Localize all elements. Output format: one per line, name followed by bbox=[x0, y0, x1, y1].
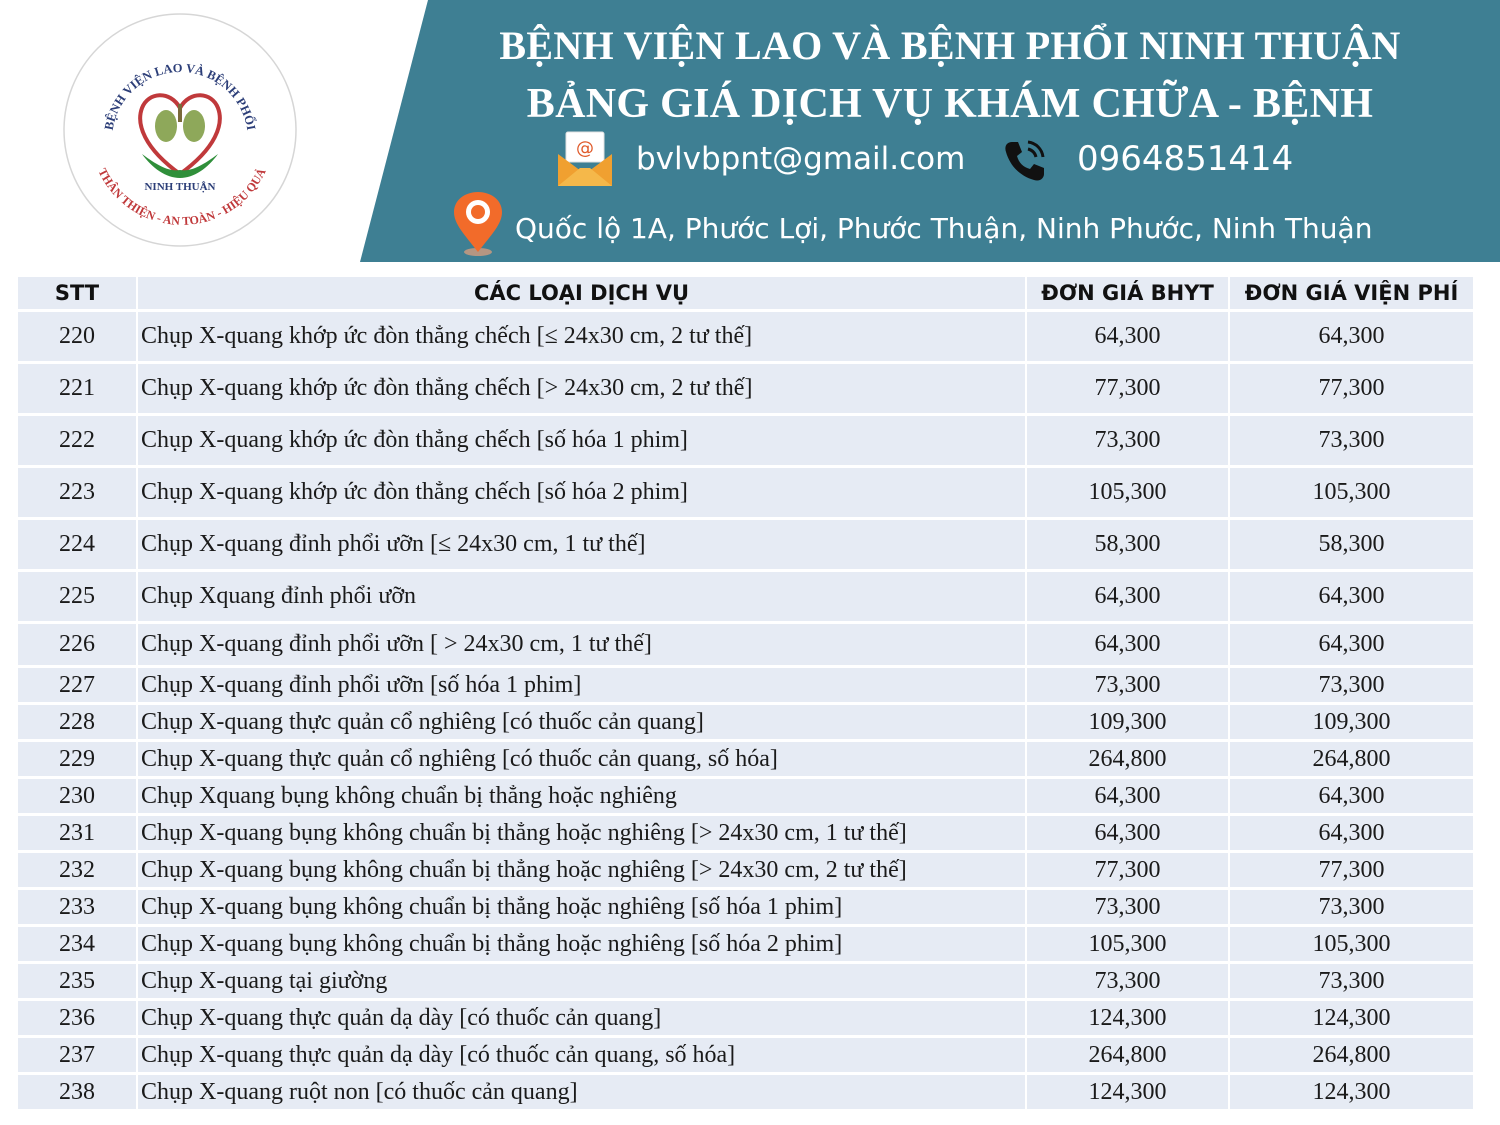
row-service-name: Chụp X-quang ruột non [có thuốc cản quang] bbox=[138, 1075, 1025, 1109]
hospital-address: Quốc lộ 1A, Phước Lợi, Phước Thuận, Ninh Phước, Ninh Thuận bbox=[515, 212, 1373, 245]
row-bhyt-price: 64,300 bbox=[1027, 312, 1228, 361]
row-service-name: Chụp X-quang khớp ức đòn thẳng chếch [≤ 24x30 cm, 2 tư thế] bbox=[138, 312, 1025, 361]
row-service-name: Chụp X-quang thực quản dạ dày [có thuốc cản quang, số hóa] bbox=[138, 1038, 1025, 1072]
location-pin-icon bbox=[450, 190, 506, 258]
row-service-name: Chụp X-quang thực quản cổ nghiêng [có thuốc cản quang, số hóa] bbox=[138, 742, 1025, 776]
document-title: BẢNG GIÁ DỊCH VỤ KHÁM CHỮA - BỆNH bbox=[526, 81, 1374, 127]
hospital-name: BỆNH VIỆN LAO VÀ BỆNH PHỔI NINH THUẬN bbox=[499, 23, 1401, 68]
row-fee-price: 105,300 bbox=[1230, 927, 1473, 961]
row-bhyt-price: 109,300 bbox=[1027, 705, 1228, 739]
row-bhyt-price: 77,300 bbox=[1027, 364, 1228, 413]
logo-center-text: NINH THUẬN bbox=[144, 181, 216, 193]
row-service-name: Chụp X-quang thực quản cổ nghiêng [có thuốc cản quang] bbox=[138, 705, 1025, 739]
row-service-name: Chụp Xquang đỉnh phổi ưỡn bbox=[138, 572, 1025, 621]
row-bhyt-price: 77,300 bbox=[1027, 853, 1228, 887]
row-service-name: Chụp Xquang bụng không chuẩn bị thẳng hoặc nghiêng bbox=[138, 779, 1025, 813]
row-fee-price: 77,300 bbox=[1230, 853, 1473, 887]
row-fee-price: 73,300 bbox=[1230, 668, 1473, 702]
row-service-name: Chụp X-quang đỉnh phổi ưỡn [số hóa 1 phim] bbox=[138, 668, 1025, 702]
row-fee-price: 64,300 bbox=[1230, 779, 1473, 813]
row-service-name: Chụp X-quang bụng không chuẩn bị thẳng hoặc nghiêng [> 24x30 cm, 1 tư thế] bbox=[138, 816, 1025, 850]
logo-arc-text: BỆNH VIỆN LAO VÀ BỆNH PHỔI bbox=[101, 60, 259, 132]
row-fee-price: 73,300 bbox=[1230, 416, 1473, 465]
row-fee-price: 124,300 bbox=[1230, 1075, 1473, 1109]
row-service-name: Chụp X-quang tại giường bbox=[138, 964, 1025, 998]
header-service: CÁC LOẠI DỊCH VỤ bbox=[138, 277, 1025, 309]
row-bhyt-price: 124,300 bbox=[1027, 1075, 1228, 1109]
email-address[interactable]: bvlvbpnt@gmail.com bbox=[636, 141, 966, 177]
row-stt: 232 bbox=[18, 853, 136, 887]
row-stt: 233 bbox=[18, 890, 136, 924]
row-stt: 236 bbox=[18, 1001, 136, 1035]
row-fee-price: 58,300 bbox=[1230, 520, 1473, 569]
row-fee-price: 77,300 bbox=[1230, 364, 1473, 413]
row-bhyt-price: 73,300 bbox=[1027, 416, 1228, 465]
row-fee-price: 64,300 bbox=[1230, 816, 1473, 850]
row-fee-price: 124,300 bbox=[1230, 1001, 1473, 1035]
row-stt: 221 bbox=[18, 364, 136, 413]
row-service-name: Chụp X-quang thực quản dạ dày [có thuốc cản quang] bbox=[138, 1001, 1025, 1035]
row-fee-price: 105,300 bbox=[1230, 468, 1473, 517]
row-stt: 230 bbox=[18, 779, 136, 813]
row-fee-price: 264,800 bbox=[1230, 742, 1473, 776]
row-stt: 238 bbox=[18, 1075, 136, 1109]
row-stt: 224 bbox=[18, 520, 136, 569]
header-fee-price: ĐƠN GIÁ VIỆN PHÍ bbox=[1230, 277, 1473, 309]
row-service-name: Chụp X-quang khớp ức đòn thẳng chếch [số hóa 1 phim] bbox=[138, 416, 1025, 465]
row-fee-price: 73,300 bbox=[1230, 890, 1473, 924]
row-bhyt-price: 73,300 bbox=[1027, 668, 1228, 702]
row-bhyt-price: 73,300 bbox=[1027, 890, 1228, 924]
row-fee-price: 73,300 bbox=[1230, 964, 1473, 998]
row-service-name: Chụp X-quang bụng không chuẩn bị thẳng hoặc nghiêng [> 24x30 cm, 2 tư thế] bbox=[138, 853, 1025, 887]
row-stt: 228 bbox=[18, 705, 136, 739]
email-icon bbox=[556, 130, 614, 188]
row-bhyt-price: 264,800 bbox=[1027, 742, 1228, 776]
row-bhyt-price: 64,300 bbox=[1027, 816, 1228, 850]
row-bhyt-price: 73,300 bbox=[1027, 964, 1228, 998]
row-bhyt-price: 64,300 bbox=[1027, 624, 1228, 665]
row-service-name: Chụp X-quang đỉnh phổi ưỡn [ > 24x30 cm, 1 tư thế] bbox=[138, 624, 1025, 665]
logo-motto: THÂN THIỆN - AN TOÀN - HIỆU QUẢ bbox=[95, 165, 269, 228]
row-stt: 227 bbox=[18, 668, 136, 702]
row-bhyt-price: 64,300 bbox=[1027, 572, 1228, 621]
row-fee-price: 64,300 bbox=[1230, 624, 1473, 665]
header-stt: STT bbox=[18, 277, 136, 309]
row-fee-price: 64,300 bbox=[1230, 572, 1473, 621]
row-bhyt-price: 124,300 bbox=[1027, 1001, 1228, 1035]
row-service-name: Chụp X-quang khớp ức đòn thẳng chếch [> 24x30 cm, 2 tư thế] bbox=[138, 364, 1025, 413]
row-service-name: Chụp X-quang khớp ức đòn thẳng chếch [số hóa 2 phim] bbox=[138, 468, 1025, 517]
row-service-name: Chụp X-quang đỉnh phổi ưỡn [≤ 24x30 cm, 1 tư thế] bbox=[138, 520, 1025, 569]
row-stt: 235 bbox=[18, 964, 136, 998]
row-stt: 229 bbox=[18, 742, 136, 776]
row-stt: 226 bbox=[18, 624, 136, 665]
row-fee-price: 264,800 bbox=[1230, 1038, 1473, 1072]
row-bhyt-price: 264,800 bbox=[1027, 1038, 1228, 1072]
row-stt: 225 bbox=[18, 572, 136, 621]
row-stt: 234 bbox=[18, 927, 136, 961]
page-header bbox=[0, 0, 1500, 262]
row-bhyt-price: 58,300 bbox=[1027, 520, 1228, 569]
row-service-name: Chụp X-quang bụng không chuẩn bị thẳng hoặc nghiêng [số hóa 1 phim] bbox=[138, 890, 1025, 924]
row-fee-price: 64,300 bbox=[1230, 312, 1473, 361]
row-bhyt-price: 105,300 bbox=[1027, 927, 1228, 961]
phone-number[interactable]: 0964851414 bbox=[1077, 139, 1294, 179]
row-bhyt-price: 64,300 bbox=[1027, 779, 1228, 813]
phone-icon bbox=[1000, 136, 1048, 184]
row-stt: 237 bbox=[18, 1038, 136, 1072]
row-fee-price: 109,300 bbox=[1230, 705, 1473, 739]
hospital-logo bbox=[62, 12, 298, 248]
row-service-name: Chụp X-quang bụng không chuẩn bị thẳng hoặc nghiêng [số hóa 2 phim] bbox=[138, 927, 1025, 961]
row-stt: 223 bbox=[18, 468, 136, 517]
svg-text:@: @ bbox=[576, 138, 594, 159]
header-bhyt-price: ĐƠN GIÁ BHYT bbox=[1027, 277, 1228, 309]
row-stt: 231 bbox=[18, 816, 136, 850]
row-stt: 220 bbox=[18, 312, 136, 361]
row-stt: 222 bbox=[18, 416, 136, 465]
row-bhyt-price: 105,300 bbox=[1027, 468, 1228, 517]
